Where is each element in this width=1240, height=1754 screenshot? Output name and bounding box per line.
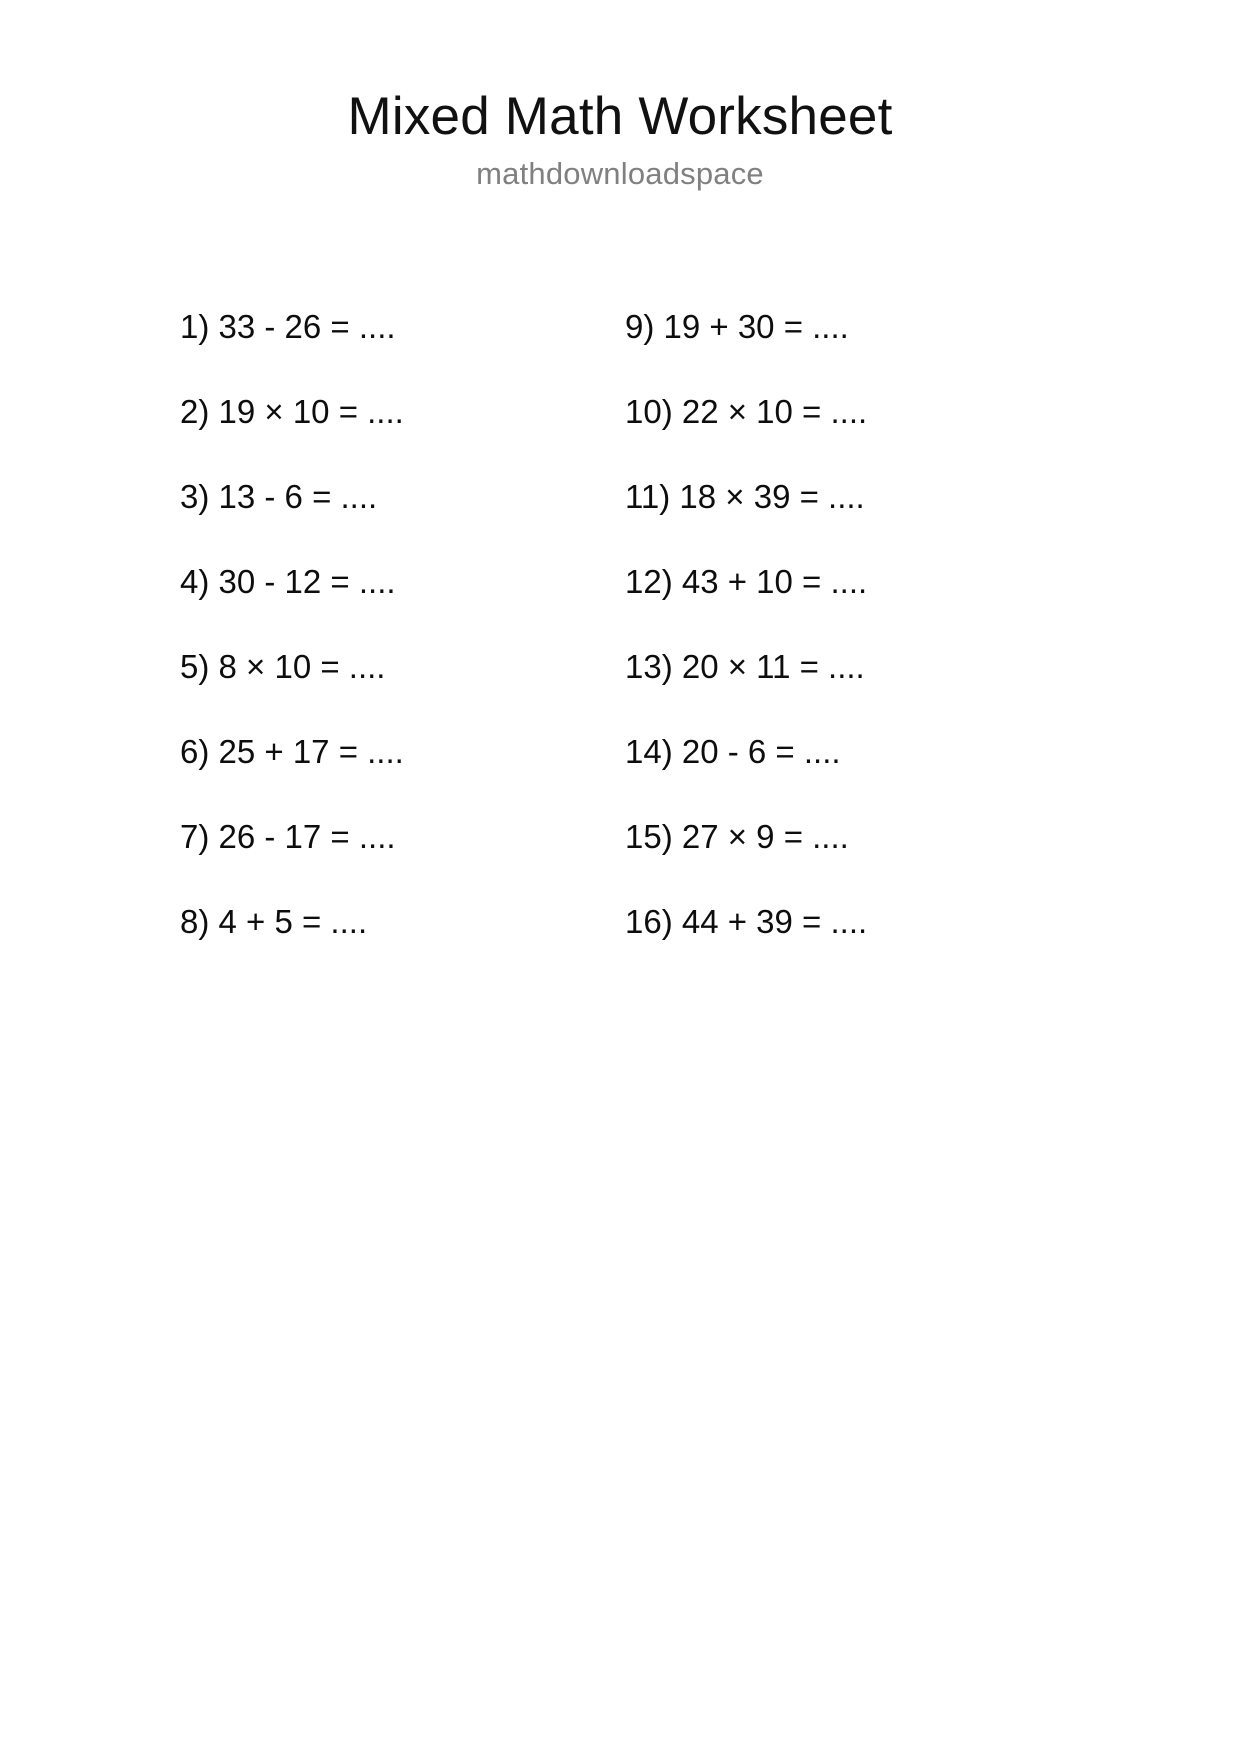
problem-item: 4) 30 - 12 = .... [180,563,396,601]
problem-item: 9) 19 + 30 = .... [625,308,849,346]
page-subtitle: mathdownloadspace [476,156,764,192]
problem-item: 2) 19 × 10 = .... [180,393,404,431]
problem-item: 3) 13 - 6 = .... [180,478,378,516]
problem-item: 6) 25 + 17 = .... [180,733,404,771]
problem-list [0,284,1240,964]
problem-item: 13) 20 × 11 = .... [625,648,865,686]
page-title: Mixed Math Worksheet [347,87,893,146]
problem-column-right [625,284,1065,964]
problem-item: 5) 8 × 10 = .... [180,648,386,686]
problem-item: 15) 27 × 9 = .... [625,818,849,856]
problem-item: 12) 43 + 10 = .... [625,563,868,601]
problem-item: 14) 20 - 6 = .... [625,733,841,771]
problem-item: 8) 4 + 5 = .... [180,903,368,941]
problem-column-left [180,284,625,964]
problem-item: 16) 44 + 39 = .... [625,903,868,941]
problem-item: 10) 22 × 10 = .... [625,393,868,431]
problem-item: 11) 18 × 39 = .... [625,478,865,516]
problem-item: 7) 26 - 17 = .... [180,818,396,856]
problem-item: 1) 33 - 26 = .... [180,308,396,346]
